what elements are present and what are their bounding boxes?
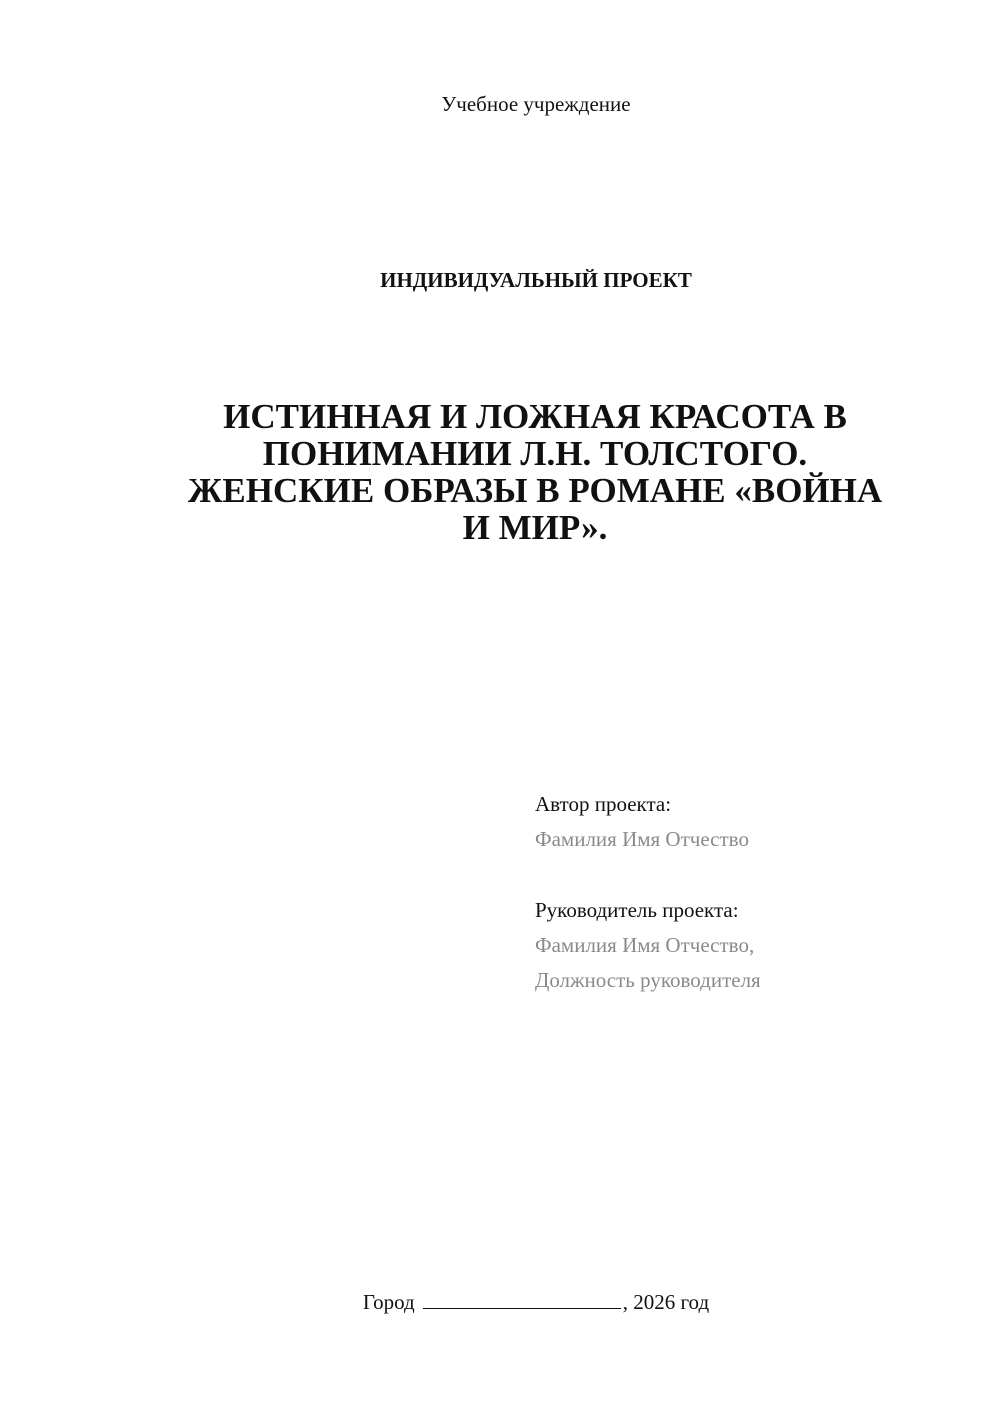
supervisor-position: Должность руководителя [535,968,761,992]
title-line-2: ПОНИМАНИИ Л.Н. ТОЛСТОГО. [262,434,808,473]
city-blank-line [423,1290,621,1309]
footer-city-year [0,1290,1000,1315]
year-text: , 2026 год [622,1290,710,1314]
institution-name: Учебное учреждение [441,92,631,116]
title-line-4: И МИР». [462,508,608,547]
title-line-1: ИСТИННАЯ И ЛОЖНАЯ КРАСОТА В [223,397,847,436]
supervisor-name: Фамилия Имя Отчество, [535,933,755,957]
title-line-3: ЖЕНСКИЕ ОБРАЗЫ В РОМАНЕ «ВОЙНА [187,471,883,510]
city-label: Город [362,1290,415,1314]
supervisor-label: Руководитель проекта: [535,898,739,922]
supervisor-block [535,893,761,998]
project-title [150,398,920,546]
project-type-heading: ИНДИВИДУАЛЬНЫЙ ПРОЕКТ [380,268,692,292]
author-label: Автор проекта: [535,792,672,816]
author-name: Фамилия Имя Отчество [535,827,749,851]
author-block [535,787,749,857]
